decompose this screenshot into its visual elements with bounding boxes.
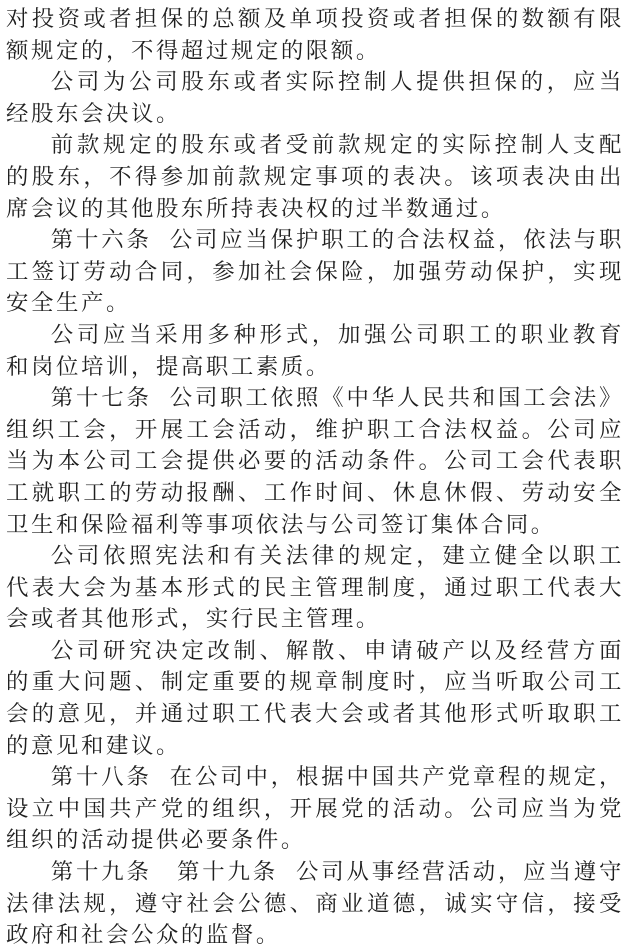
paragraph-text: 公司依照宪法和有关法律的规定，建立健全以职工代表大会为基本形式的民主管理制度，通过职工代表大会或者其他形式，实行民主管理。 — [6, 543, 624, 633]
article-number: 第十七条 — [50, 385, 152, 412]
paragraph-1 — [6, 4, 624, 67]
paragraph-3 — [6, 130, 624, 225]
paragraph-text: 公司为公司股东或者实际控制人提供担保的，应当经股东会决议。 — [6, 69, 624, 127]
article-16 — [6, 225, 624, 320]
article-number: 第十八条 — [50, 764, 152, 791]
paragraph-7 — [6, 541, 624, 636]
article-number: 第十六条 — [50, 227, 152, 254]
paragraph-text: 对投资或者担保的总额及单项投资或者担保的数额有限额规定的，不得超过规定的限额。 — [6, 6, 624, 64]
paragraph-text: 在公司中，根据中国共产党章程的规定，设立中国共产党的组织，开展党的活动。公司应当为党组织的活动提供必要条件。 — [6, 764, 624, 854]
article-number: 第十九条 第十九条 — [50, 859, 279, 886]
paragraph-2 — [6, 67, 624, 130]
paragraph-8 — [6, 636, 624, 762]
paragraph-text: 公司应当采用多种形式，加强公司职工的职业教育和岗位培训，提高职工素质。 — [6, 321, 624, 380]
paragraph-text: 公司应当保护职工的合法权益，依法与职工签订劳动合同，参加社会保险，加强劳动保护，实现安全生产。 — [6, 227, 624, 317]
article-18 — [6, 762, 624, 857]
article-17 — [6, 383, 624, 541]
paragraph-text: 公司从事经营活动，应当遵守法律法规，遵守社会公德、商业道德，诚实守信，接受政府和社会公众的监督。 — [6, 859, 624, 949]
paragraph-text: 公司研究决定改制、解散、申请破产以及经营方面的重大问题、制定重要的规章制度时，应当听取公司工会的意见，并通过职工代表大会或者其他形式听取职工的意见和建议。 — [6, 637, 624, 759]
paragraph-5 — [6, 320, 624, 383]
article-19 — [6, 857, 624, 952]
paragraph-text: 公司职工依照《中华人民共和国工会法》组织工会，开展工会活动，维护职工合法权益。公司应当为本公司工会提供必要的活动条件。公司工会代表职工就职工的劳动报酬、工作时间、休息休假、劳动安全卫生和保险福利等事项依法与公司签订集体合同。 — [6, 385, 624, 538]
paragraph-text: 前款规定的股东或者受前款规定的实际控制人支配的股东，不得参加前款规定事项的表决。该项表决由出席会议的其他股东所持表决权的过半数通过。 — [6, 132, 624, 222]
